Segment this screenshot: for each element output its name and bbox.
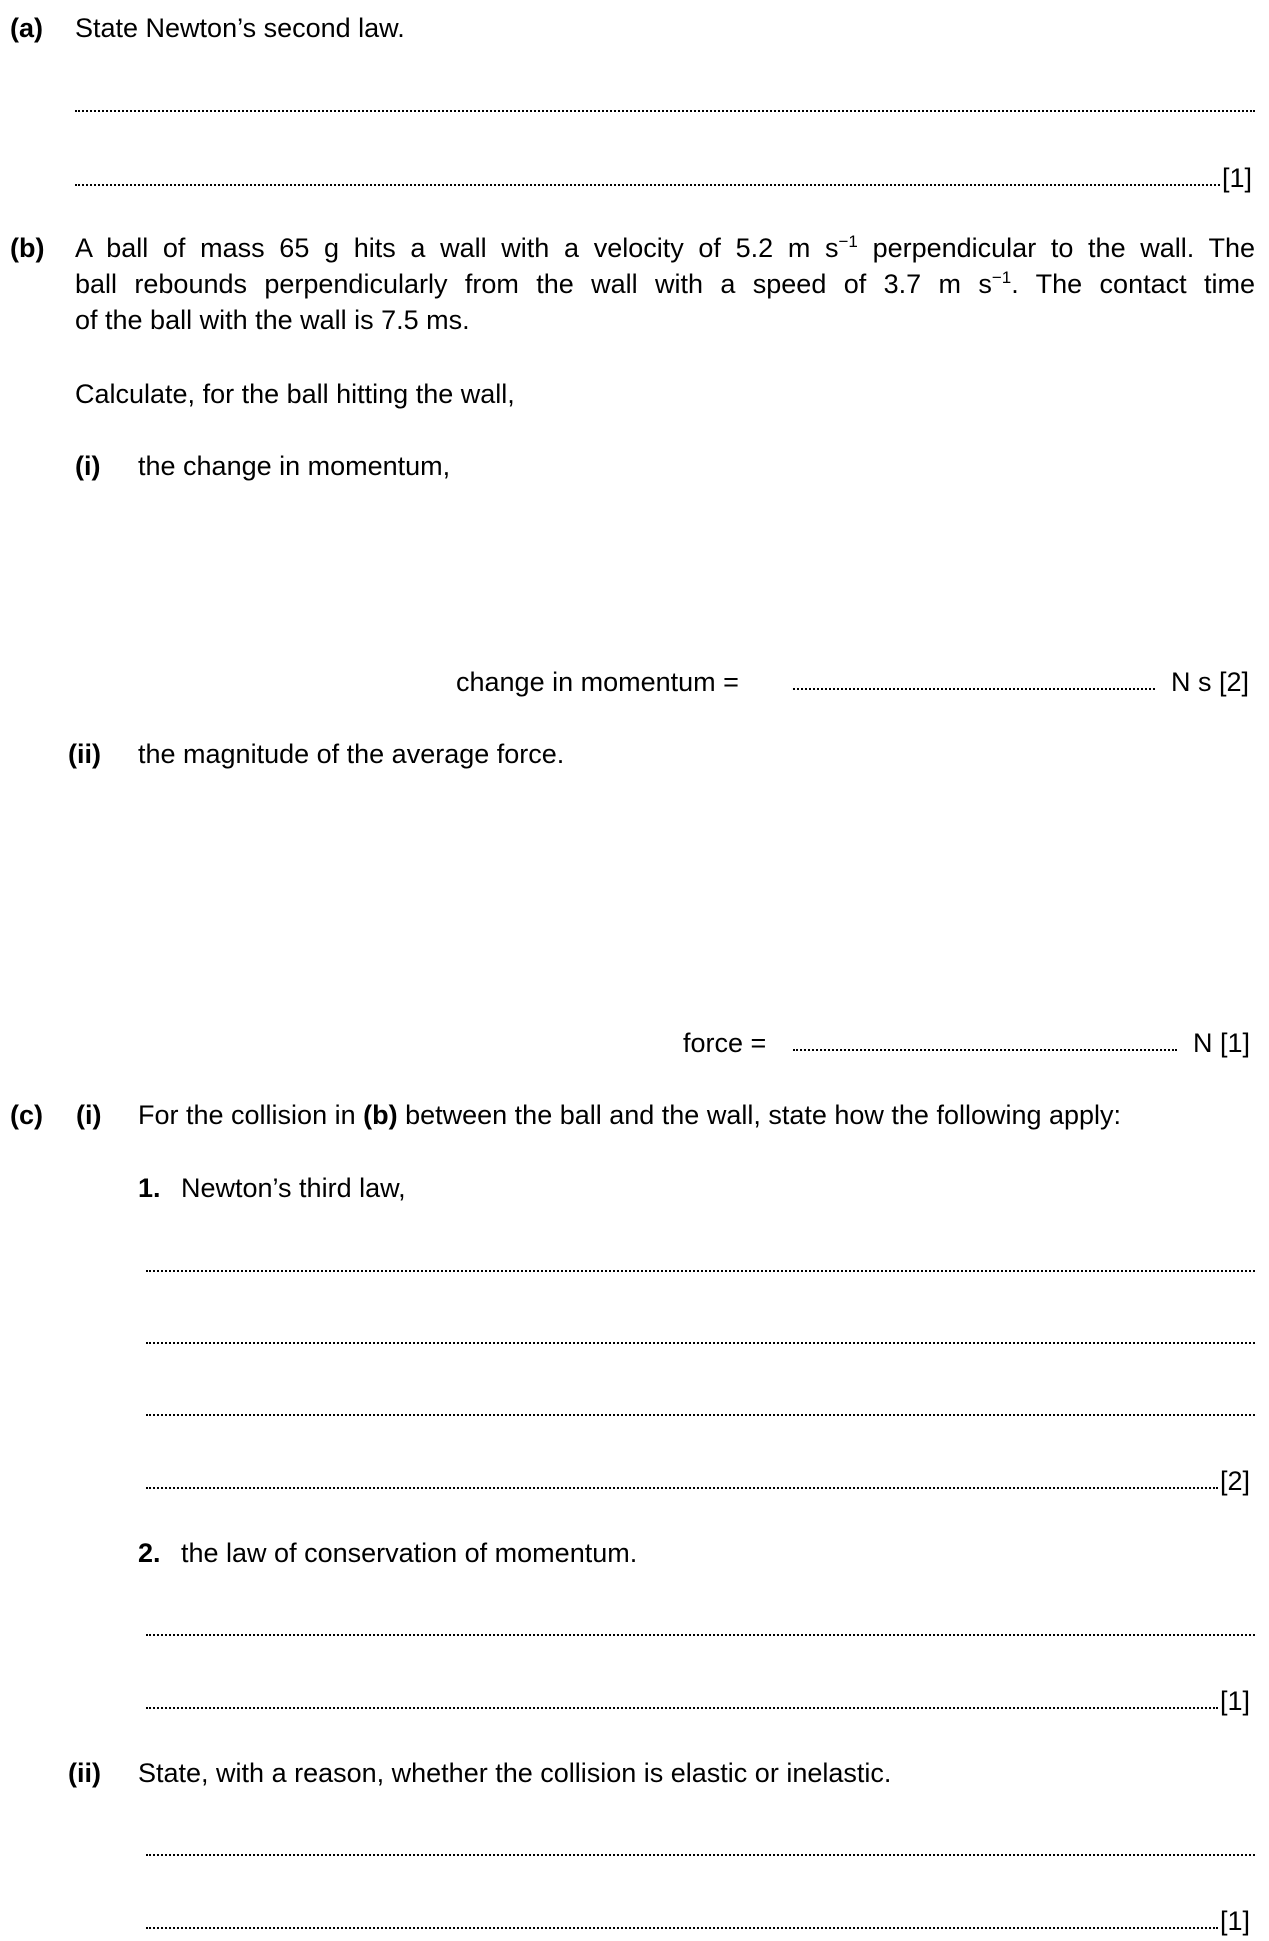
stem-superscript: −1 (991, 268, 1012, 287)
item-number: 1. (138, 1173, 161, 1203)
question-reference: (b) (363, 1100, 398, 1130)
part-b-ii-label: (ii) (68, 739, 101, 769)
stem-text: A ball of mass 65 g hits a wall with a velocity of 5.2 m s (75, 233, 839, 263)
question-text: between the ball and the wall, state how the following apply: (397, 1100, 1122, 1130)
part-a-question: State Newton’s second law. (75, 13, 405, 43)
answer-line[interactable] (75, 184, 1220, 186)
answer-line[interactable] (146, 1270, 1255, 1272)
part-b-label: (b) (10, 233, 45, 263)
item-text: the law of conservation of momentum. (181, 1538, 638, 1568)
part-b-stem (75, 230, 1255, 338)
part-c-ii-question: State, with a reason, whether the collision is elastic or inelastic. (138, 1758, 892, 1788)
answer-line[interactable] (75, 110, 1255, 112)
stem-text: perpendicular to the wall. The (857, 233, 1256, 263)
part-a-label: (a) (10, 13, 43, 43)
part-c-ii-label: (ii) (68, 1758, 101, 1788)
part-c-i-question (138, 1099, 1121, 1131)
answer-line[interactable] (146, 1487, 1218, 1489)
part-b-i-label: (i) (75, 451, 101, 481)
part-b-i-question: the change in momentum, (138, 451, 451, 481)
unit-mark: N [1] (1193, 1028, 1251, 1058)
question-text: For the collision in (138, 1100, 364, 1130)
answer-line[interactable] (146, 1854, 1255, 1856)
answer-label: change in momentum = (456, 667, 739, 697)
answer-line[interactable] (146, 1414, 1255, 1416)
unit-mark: N s [2] (1171, 667, 1250, 697)
item-text: Newton’s third law, (181, 1173, 406, 1203)
stem-text: of the ball with the wall is 7.5 ms. (75, 305, 470, 335)
answer-line[interactable] (146, 1634, 1255, 1636)
part-b-instruction: Calculate, for the ball hitting the wall, (75, 379, 515, 409)
mark-allocation: [2] (1220, 1466, 1251, 1496)
stem-superscript: −1 (838, 232, 858, 251)
answer-line[interactable] (146, 1707, 1218, 1709)
stem-text: ball rebounds perpendicularly from the wall with a speed of 3.7 m s (75, 269, 992, 299)
part-c-i-label: (i) (76, 1100, 102, 1130)
answer-line[interactable] (146, 1927, 1218, 1929)
mark-allocation: [1] (1222, 163, 1253, 193)
mark-allocation: [1] (1220, 1906, 1251, 1936)
item-number: 2. (138, 1538, 161, 1568)
answer-label: force = (683, 1028, 767, 1058)
mark-allocation: [1] (1220, 1686, 1251, 1716)
stem-text: . The contact time (1011, 269, 1255, 299)
part-c-label: (c) (10, 1100, 43, 1130)
part-b-ii-question: the magnitude of the average force. (138, 739, 565, 769)
answer-line[interactable] (146, 1342, 1255, 1344)
answer-line[interactable] (793, 688, 1155, 690)
answer-line[interactable] (793, 1049, 1177, 1051)
